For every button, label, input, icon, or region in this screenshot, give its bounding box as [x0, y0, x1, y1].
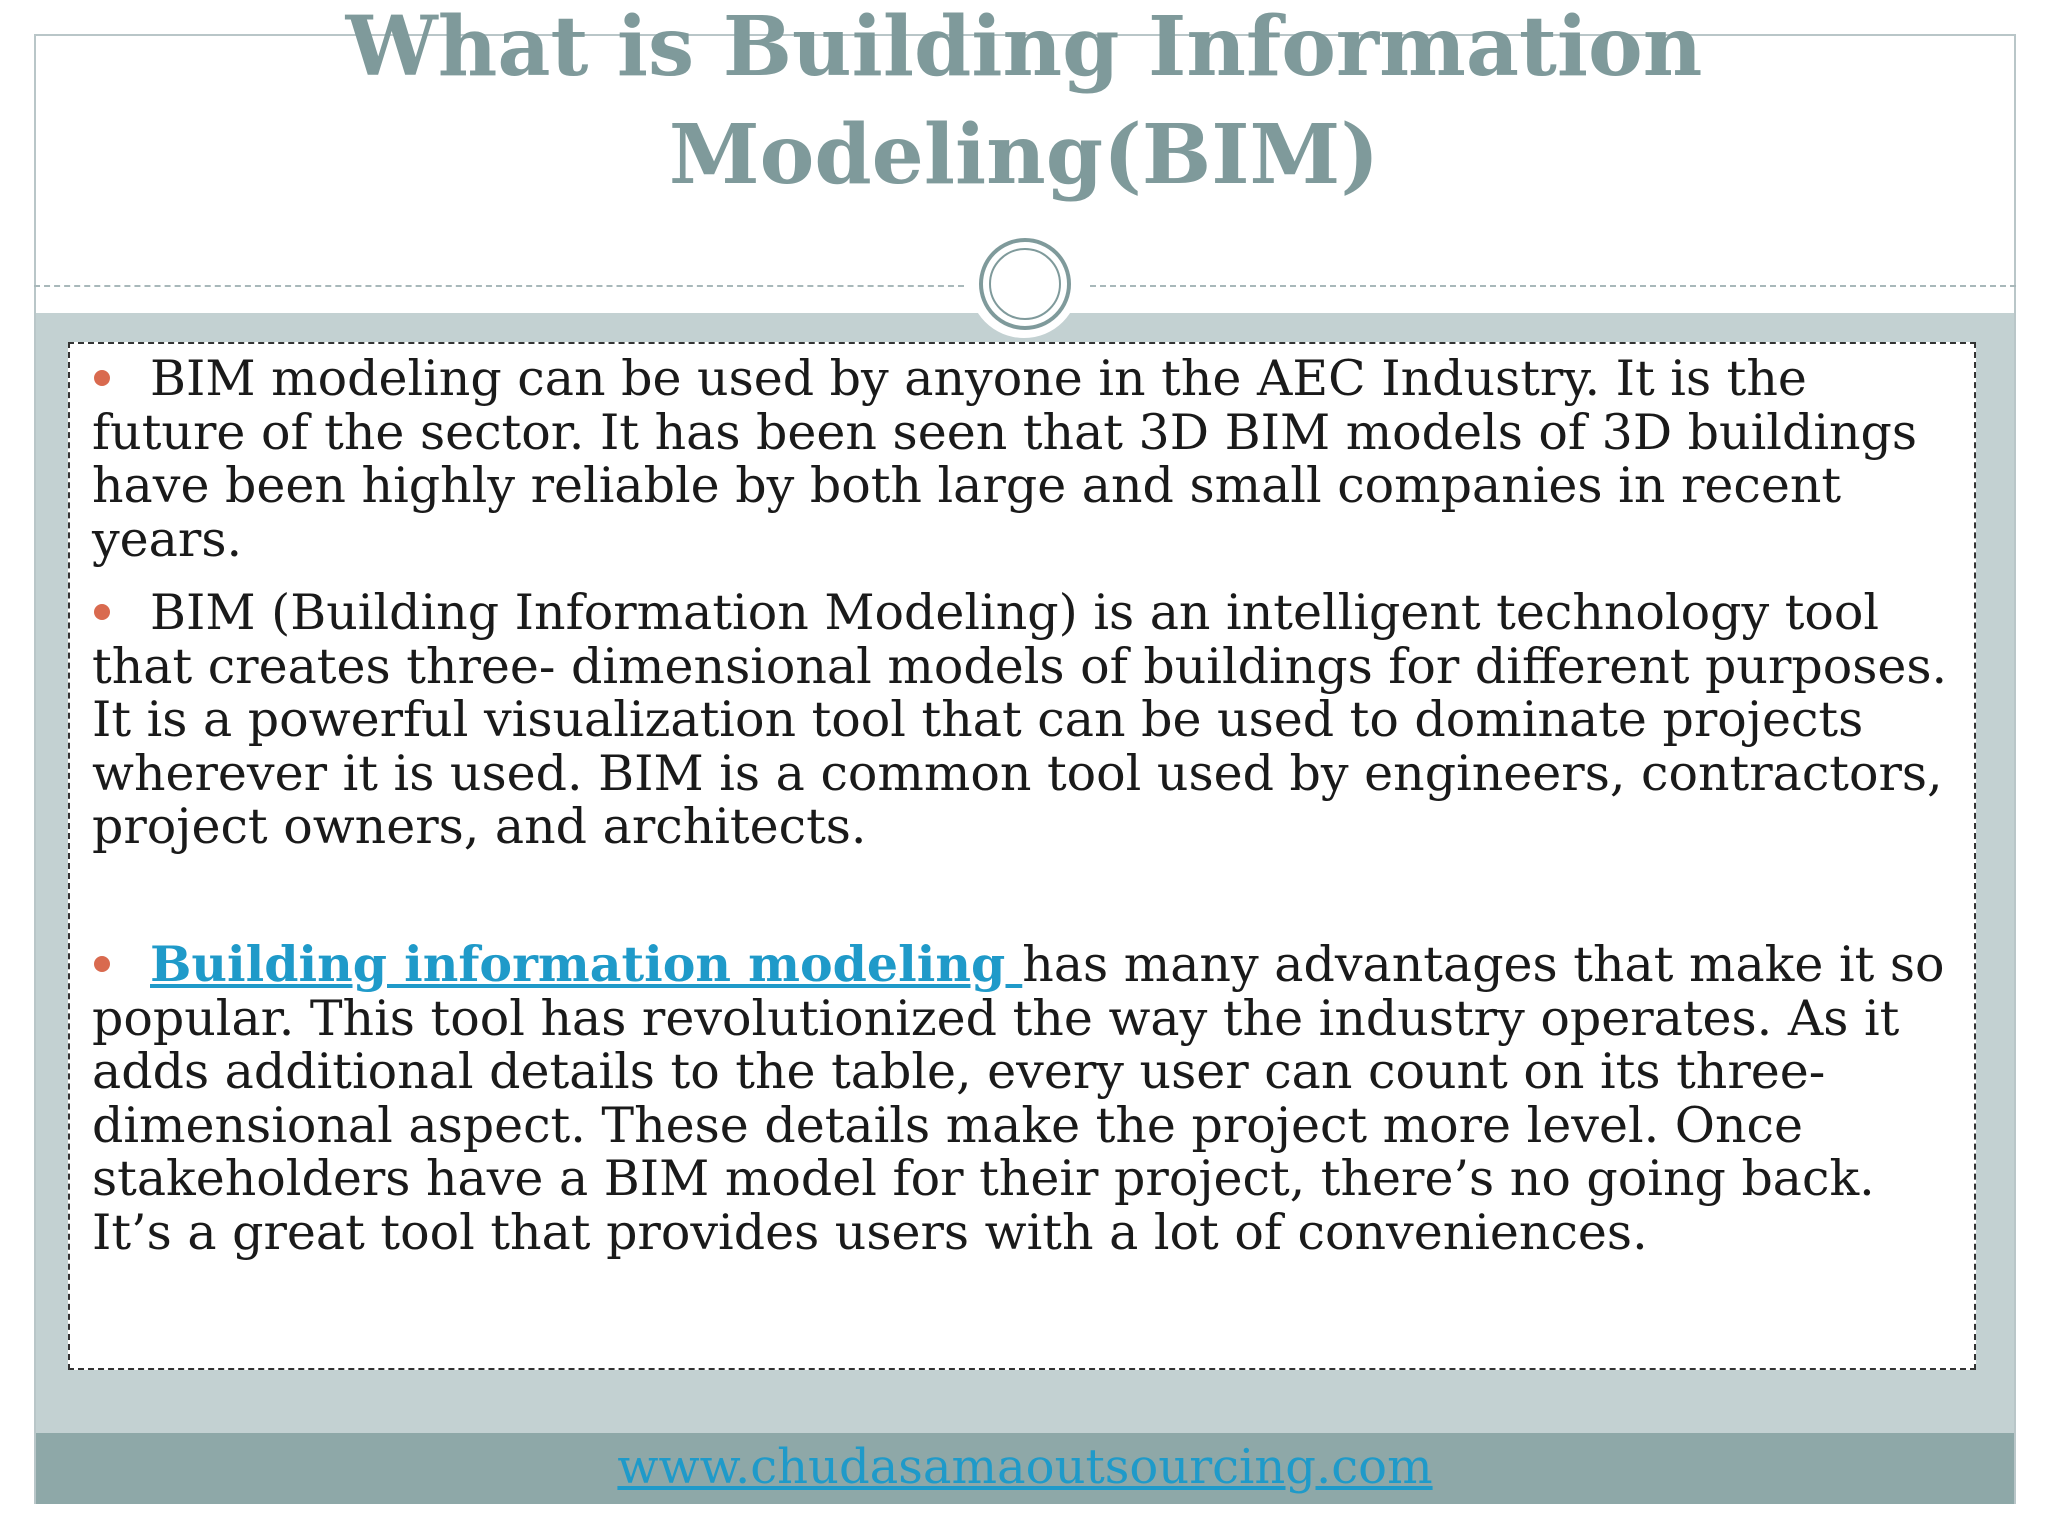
bullet-text-3: has many advantages that make it so popular. This tool has revolutionized the way the industry operates. As it adds additional details to the table, every user can count on its three-dimensional aspect. These details make the project more level. Once stakeholders have a BIM model for their project, there’s no going back. It’s a great tool that provides users with a lot of conveniences.: [92, 936, 1945, 1261]
bim-link[interactable]: Building information modeling: [150, 935, 1023, 993]
bullet-dot-icon: [94, 956, 110, 972]
footer-bar: [36, 1433, 2014, 1504]
bullet-text-1: BIM modeling can be used by anyone in the AEC Industry. It is the future of the sector. It has been seen that 3D BIM models of 3D buildings have been highly reliable by both large and small companies in recent years.: [92, 350, 1918, 568]
slide-title-line-1: What is Building Information: [345, 0, 1703, 95]
slide-title-line-2: Modeling(BIM): [668, 107, 1380, 203]
title-divider-left: [34, 285, 964, 287]
ring-shape: [979, 238, 1071, 330]
title-divider-right: [1090, 285, 2016, 287]
bullet-paragraph-2: [92, 586, 1962, 854]
bullet-text-2: BIM (Building Information Modeling) is an intelligent technology tool that creates three- dimensional models of buildings for different purposes. It is a powerful visualization tool that can be used to dominate projects wherever it is used. BIM is a common tool used by engineers, contractors, project owners, and architects.: [92, 584, 1948, 855]
circle-ornament-icon: [969, 228, 1079, 338]
content-box: [68, 342, 1976, 1370]
slide-title: [0, 0, 2048, 240]
bullet-dot-icon: [94, 604, 110, 620]
bullet-dot-icon: [94, 370, 110, 386]
bullet-paragraph-3: [92, 935, 1962, 1261]
footer-website-link[interactable]: www.chudasamaoutsourcing.com: [617, 1439, 1433, 1495]
bullet-paragraph-1: [92, 352, 1962, 566]
